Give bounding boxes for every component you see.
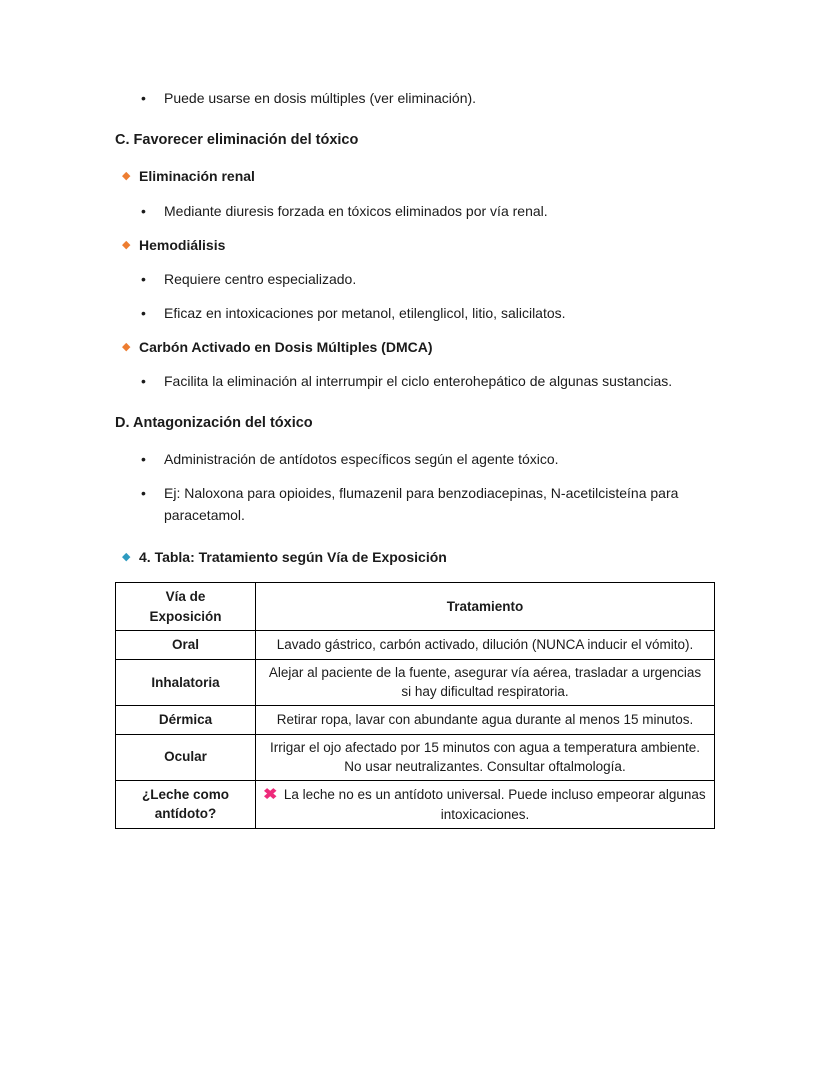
list-item — [141, 371, 713, 393]
column-header-tratamiento: Tratamiento — [256, 583, 715, 631]
list-item — [141, 483, 713, 526]
subsection-heading — [122, 166, 713, 188]
bullet-icon: • — [141, 451, 146, 468]
subsection-heading-text: Eliminación renal — [139, 168, 255, 185]
list-item — [141, 449, 713, 471]
table-row — [116, 780, 715, 828]
row-label: ¿Leche como antídoto? — [116, 780, 256, 828]
column-header-via: Vía de Exposición — [116, 583, 256, 631]
bullet-icon: • — [141, 271, 146, 288]
subsection-heading-text: Hemodiálisis — [139, 236, 226, 253]
row-value: Alejar al paciente de la fuente, asegurar vía aérea, trasladar a urgencias si hay dificultad respiratoria. — [256, 659, 715, 705]
table-section-heading — [122, 547, 713, 569]
row-label: Ocular — [116, 734, 256, 780]
list-item — [141, 303, 713, 325]
diamond-icon: ◆ — [122, 170, 131, 183]
list-item — [141, 88, 713, 110]
row-value-text: La leche no es un antídoto universal. Puede incluso empeorar algunas intoxicaciones. — [283, 786, 706, 823]
subsection-heading-text: Carbón Activado en Dosis Múltiples (DMCA) — [139, 338, 433, 355]
list-item-text: Facilita la eliminación al interrumpir el ciclo enterohepático de algunas sustancias. — [164, 373, 673, 390]
x-mark-icon: ✖ — [263, 785, 278, 803]
list-item-text: Ej: Naloxona para opioides, flumazenil para benzodiacepinas, N-acetilcisteína para paracetamol. — [164, 485, 679, 523]
table-section-heading-text: 4. Tabla: Tratamiento según Vía de Exposición — [139, 548, 447, 565]
subsection-heading — [122, 337, 713, 359]
list-item-text: Eficaz en intoxicaciones por metanol, etilenglicol, litio, salicilatos. — [164, 304, 566, 321]
list-item-text: Puede usarse en dosis múltiples (ver eliminación). — [164, 90, 477, 106]
list-item — [141, 201, 713, 223]
row-label: Inhalatoria — [116, 659, 256, 705]
list-item-text: Mediante diuresis forzada en tóxicos eliminados por vía renal. — [164, 202, 548, 219]
row-value: Retirar ropa, lavar con abundante agua durante al menos 15 minutos. — [256, 706, 715, 735]
table-header-row — [116, 583, 715, 631]
subsection-heading — [122, 235, 713, 257]
table-row — [116, 734, 715, 780]
row-value: Lavado gástrico, carbón activado, dilución (NUNCA inducir el vómito). — [256, 631, 715, 660]
list-item-text: Administración de antídotos específicos según el agente tóxico. — [164, 451, 559, 468]
table-row — [116, 631, 715, 660]
treatment-table — [115, 582, 715, 829]
row-label: Dérmica — [116, 706, 256, 735]
list-item-text: Requiere centro especializado. — [164, 271, 357, 288]
section-d-title: D. Antagonización del tóxico — [115, 414, 313, 431]
list-item — [141, 269, 713, 291]
bullet-icon: • — [141, 202, 146, 219]
row-label: Oral — [116, 631, 256, 660]
row-value: Irrigar el ojo afectado por 15 minutos con agua a temperatura ambiente. No usar neutralizantes. Consultar oftalmología. — [256, 734, 715, 780]
bullet-icon: • — [141, 373, 146, 390]
table-row — [116, 706, 715, 735]
bullet-icon: • — [141, 304, 146, 321]
diamond-icon: ◆ — [122, 238, 131, 251]
bullet-icon: • — [141, 485, 146, 502]
section-c-title: C. Favorecer eliminación del tóxico — [115, 131, 359, 148]
diamond-icon: ◆ — [122, 340, 131, 353]
row-value — [256, 780, 715, 828]
table-row — [116, 659, 715, 705]
diamond-icon: ◆ — [122, 550, 131, 563]
bullet-icon: • — [141, 90, 146, 106]
